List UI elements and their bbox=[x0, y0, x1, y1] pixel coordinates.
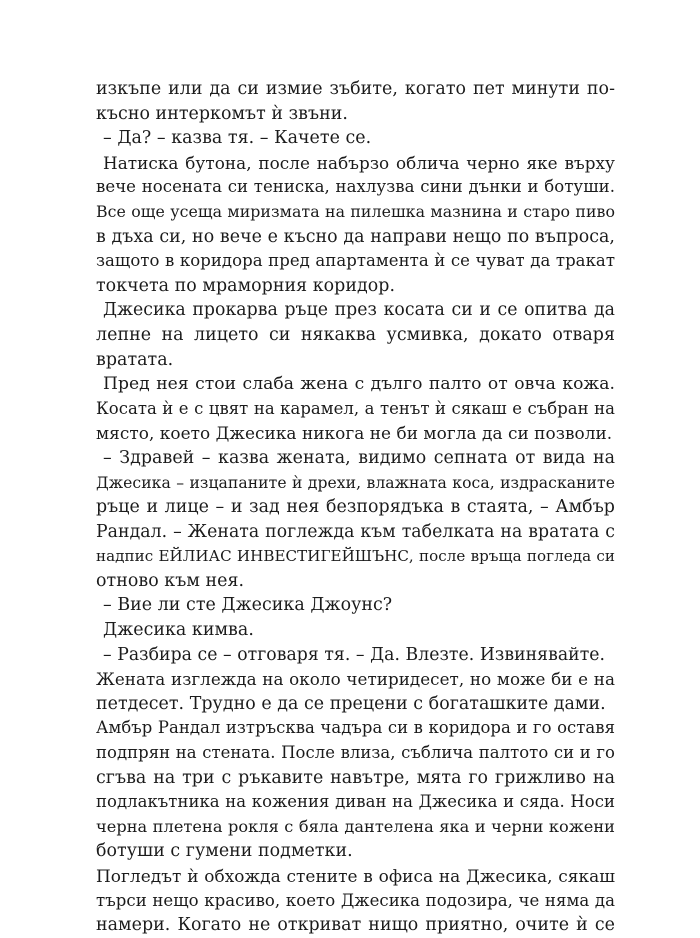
text-line: Пред нея стои слаба жена с дълго палто от овча кожа. bbox=[103, 374, 615, 395]
paragraph bbox=[96, 446, 615, 594]
text-line: вече носената си тениска, нахлузва сини дънки и ботуши. bbox=[96, 177, 615, 197]
text-line: – Разбира се – отговаря тя. – Да. Влезте. Извинявайте. bbox=[103, 644, 606, 665]
text-line: късно интеркомът ѝ звъни. bbox=[96, 103, 348, 124]
text-line: ръце и лице – и зад нея безпорядъка в стаята, – Амбър bbox=[96, 497, 615, 518]
book-page-text bbox=[96, 77, 615, 938]
text-line: място, което Джесика никога не би могла да си позволи. bbox=[96, 423, 613, 444]
paragraph bbox=[96, 593, 615, 618]
text-line: надпис ЕЙЛИАС ИНВЕСТИГЕЙШЪНС, после връща погледа си bbox=[96, 547, 615, 566]
text-line: – Вие ли сте Джесика Джоунс? bbox=[103, 595, 393, 616]
paragraph bbox=[96, 298, 615, 372]
text-line: Джесика кимва. bbox=[103, 620, 254, 641]
text-line: в дъха си, но вече е късно да направи нещо по въпроса, bbox=[96, 226, 615, 247]
text-line: подпрян на стената. После влиза, съблича палтото си и го bbox=[96, 743, 615, 763]
paragraph bbox=[96, 667, 615, 716]
paragraph bbox=[96, 151, 615, 299]
text-line: Амбър Рандал изтръсква чадъра си в коридора и го оставя bbox=[96, 718, 615, 738]
paragraph bbox=[96, 77, 615, 126]
text-line: лепне на лицето си някаква усмивка, докато отваря bbox=[96, 324, 615, 345]
text-line: Натиска бутона, после набързо облича черно яке върху bbox=[103, 152, 615, 173]
paragraph bbox=[96, 126, 615, 151]
text-line: защото в коридора пред апартамента ѝ се чуват да тракат bbox=[96, 251, 615, 271]
text-line: търси нещо красиво, което Джесика подозира, че няма да bbox=[96, 890, 615, 910]
paragraph bbox=[96, 643, 615, 668]
text-line: – Да? – казва тя. – Качете се. bbox=[103, 128, 372, 149]
paragraph bbox=[96, 864, 615, 938]
text-line: изкъпе или да си измие зъбите, когато пет минути по- bbox=[96, 79, 615, 99]
text-line: Джесика – изцапаните ѝ дрехи, влажната коса, издрасканите bbox=[96, 473, 615, 492]
text-line: Все още усеща миризмата на пилешка мазнина и старо пиво bbox=[96, 201, 615, 221]
text-line: вратата. bbox=[96, 349, 174, 370]
text-line: намери. Когато не откриват нищо приятно, очите ѝ се bbox=[96, 915, 615, 936]
text-line: отново към нея. bbox=[96, 570, 245, 591]
text-line: токчета по мраморния коридор. bbox=[96, 275, 396, 296]
text-line: ботуши с гумени подметки. bbox=[96, 841, 353, 862]
paragraph bbox=[96, 716, 615, 864]
text-line: петдесет. Трудно е да се прецени с богаташките дами. bbox=[96, 693, 606, 714]
text-line: Рандал. – Жената поглежда към табелката на вратата с bbox=[96, 521, 615, 542]
text-line: Косата ѝ е с цвят на карамел, а тенът ѝ сякаш е събран на bbox=[96, 398, 615, 418]
text-line: черна плетена рокля с бяла дантелена яка и черни кожени bbox=[96, 816, 615, 836]
text-line: подлакътника на кожения диван на Джесика и сяда. Носи bbox=[96, 792, 615, 812]
text-line: – Здравей – казва жената, видимо сепната от вида на bbox=[103, 447, 615, 468]
paragraph bbox=[96, 618, 615, 643]
paragraph bbox=[96, 372, 615, 446]
text-line: сгъва на три с ръкавите навътре, мята го грижливо на bbox=[96, 767, 615, 788]
text-line: Жената изглежда на около четиридесет, но може би е на bbox=[96, 669, 615, 690]
text-line: Джесика прокарва ръце през косата си и се опитва да bbox=[103, 300, 615, 321]
text-line: Погледът ѝ обхожда стените в офиса на Джесика, сякаш bbox=[96, 866, 615, 886]
